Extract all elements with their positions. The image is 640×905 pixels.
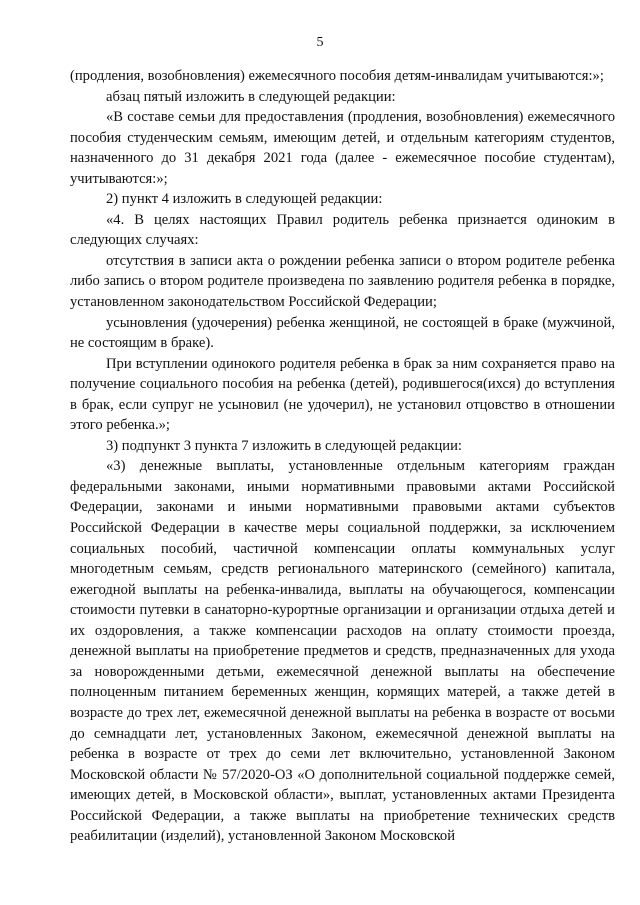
- document-body: [70, 66, 615, 847]
- paragraph-continuation: (продления, возобновления) ежемесячного пособия детям-инвалидам учитываются:»;: [70, 68, 604, 84]
- paragraph-item-3: 3) подпункт 3 пункта 7 изложить в следующей редакции:: [106, 437, 462, 454]
- paragraph-item-2: 2) пункт 4 изложить в следующей редакции:: [106, 191, 383, 208]
- paragraph-single-parent: «4. В целях настоящих Правил родитель ребенка признается одиноким в следующих случаях:: [70, 211, 615, 249]
- paragraph-marriage: При вступлении одинокого родителя ребенка в брак за ним сохраняется право на получение социального пособия на ребенка (детей), родившегося(ихся) до вступления в брак, если супруг не усыновил (не удочерил), не установил отцовство в отношении этого ребенка.»;: [70, 355, 615, 434]
- paragraph-cash-payments: «3) денежные выплаты, установленные отдельным категориям граждан федеральными законами, иными нормативными правовыми актами Российской Федерации, законами и иными нормативными правовыми актами субъектов Российской Федерации в качестве меры социальной поддержки, за исключением социальных пособий, частичной компенсации оплаты коммунальных услуг многодетным семьям, средств регионального материнского (семейного) капитала, ежегодной выплаты на ребенка-инвалида, выплаты на обучающегося, компенсации стоимости путевки в санаторно-курортные организации и организации отдыха детей и их оздоровления, а также компенсации расходов на оплату стоимости проезда, денежной выплаты на приобретение предметов и средств, предназначенных для ухода за новорожденными детьми, ежемесячной денежной выплаты на обеспечение полноценным питанием беременных женщин, кормящих матерей, а также детей в возрасте до трех лет, ежемесячной денежной выплаты на ребенка в возрасте от восьми до семнадцати лет, установленных Законом, ежемесячной денежной выплаты на ребенка в возрасте от трех до семи лет включительно, установленной Законом Московской области № 57/2020-ОЗ «О дополнительной социальной поддержке семей, имеющих детей, в Московской области», выплат, установленных актами Президента Российской Федерации, а также выплаты на приобретение технических средств реабилитации (изделий), установленной Законом Московской: [70, 458, 615, 845]
- paragraph-student-families: «В составе семьи для предоставления (продления, возобновления) ежемесячного пособия студенческим семьям, имеющим детей, и отдельным категориям студентов, назначенного до 31 декабря 2021 года (далее - ежемесячное пособие студентам), учитываются:»;: [70, 109, 615, 187]
- paragraph-amendment-intro: абзац пятый изложить в следующей редакции:: [106, 88, 396, 105]
- page-number: 5: [316, 35, 324, 50]
- paragraph-birth-record: отсутствия в записи акта о рождении ребенка записи о втором родителе ребенка либо запись о втором родителе произведена по заявлению родителя ребенка в порядке, установленном законодательством Российской Федерации;: [70, 252, 615, 311]
- paragraph-adoption: усыновления (удочерения) ребенка женщиной, не состоящей в браке (мужчиной, не состоящим в браке).: [70, 314, 615, 352]
